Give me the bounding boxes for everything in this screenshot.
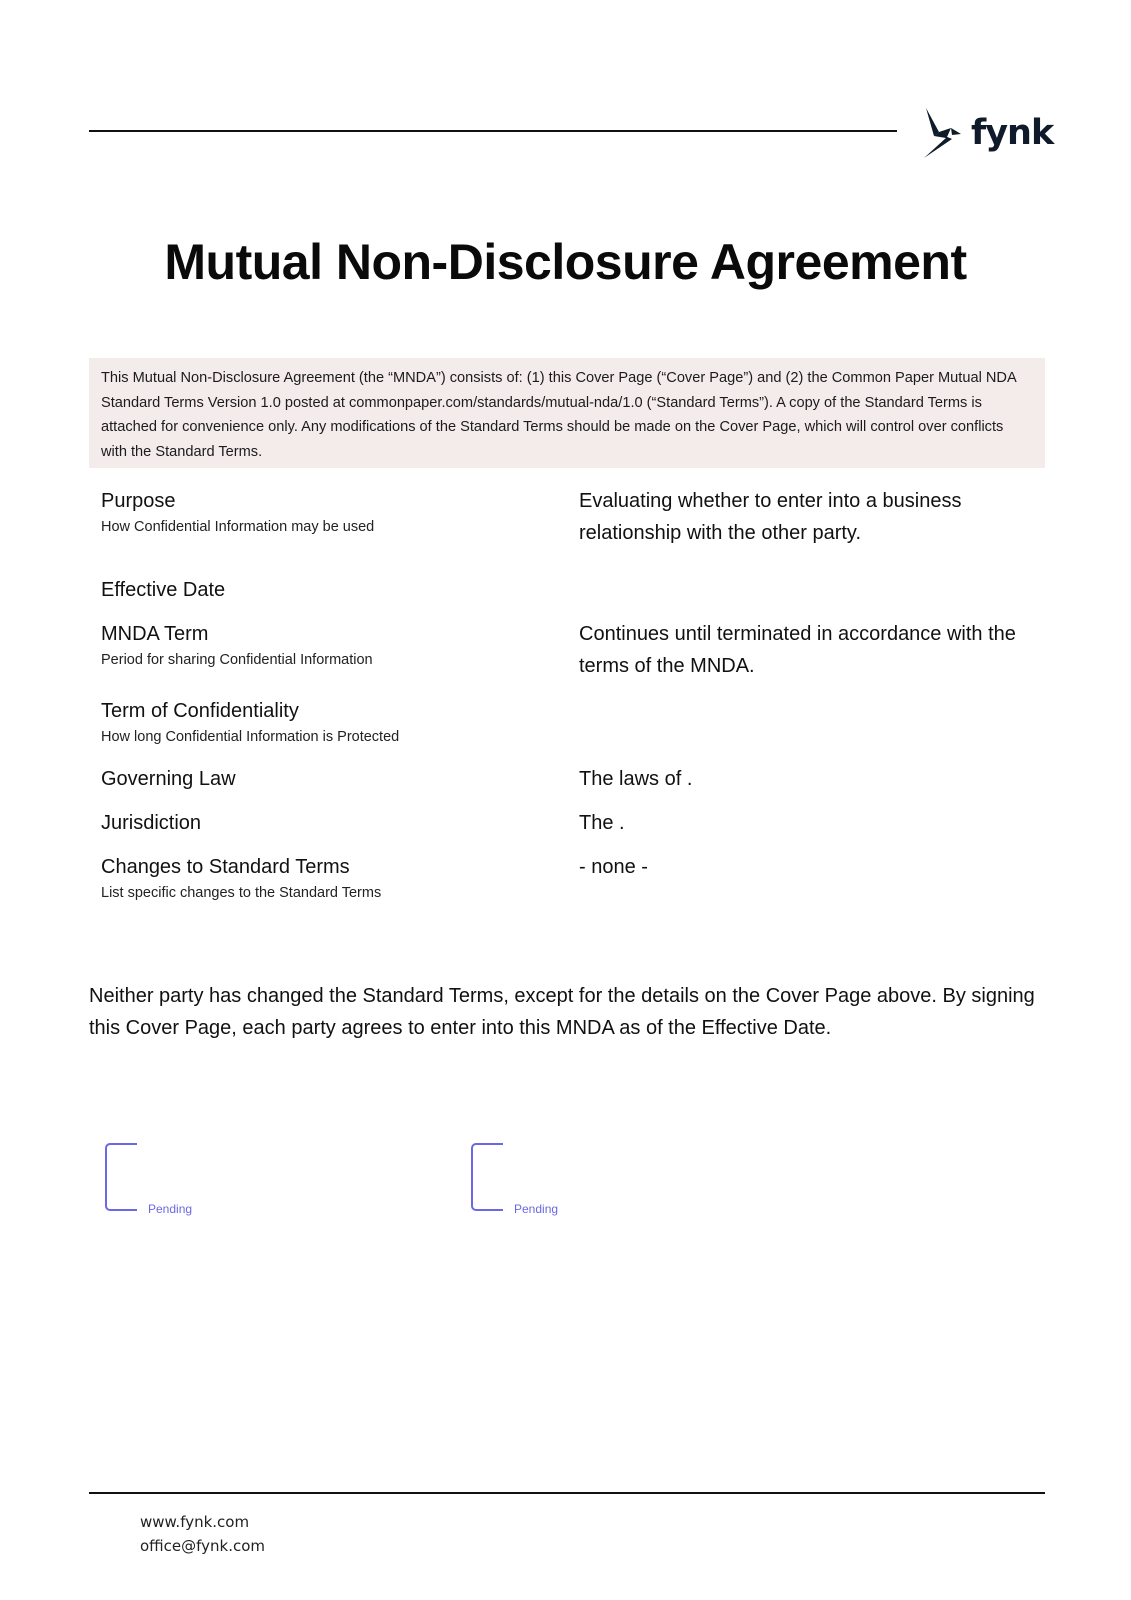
term-label: Governing Law xyxy=(101,768,236,790)
term-row-governing-law xyxy=(101,766,1031,792)
term-label: Jurisdiction xyxy=(101,812,202,834)
term-label: Term of Confidentiality xyxy=(101,700,299,722)
term-help: Period for sharing Confidential Information xyxy=(101,652,373,668)
intro-notice: This Mutual Non-Disclosure Agreement (the “MNDA”) consists of: (1) this Cover Page (“Cover Page”) and (2) the Common Paper Mutual NDA Standard Terms Version 1.0 posted at commonpaper.com/standards/mutual-nda/1.0 (“Standard Terms”). A copy of the Standard Terms is attached for convenience only. Any modifications of the Standard Terms should be made on the Cover Page, which will control over conflicts with the Standard Terms. xyxy=(89,358,1045,468)
logo-wordmark: fynk xyxy=(971,112,1054,153)
term-help: How long Confidential Information is Protected xyxy=(101,729,400,745)
term-value: The laws of . xyxy=(579,768,693,790)
signature-bracket xyxy=(471,1143,503,1211)
term-row-jurisdiction xyxy=(101,810,1031,836)
term-help: List specific changes to the Standard Terms xyxy=(101,885,382,901)
closing-statement: Neither party has changed the Standard Terms, except for the details on the Cover Page above. By signing this Cover Page, each party agrees to enter into this MNDA as of the Effective Date. xyxy=(89,985,1035,1039)
term-label: Changes to Standard Terms xyxy=(101,856,350,878)
signature-status: Pending xyxy=(514,1202,559,1216)
term-row-changes-to-standard-terms xyxy=(101,854,1031,903)
term-label: MNDA Term xyxy=(101,623,209,645)
footer-divider xyxy=(89,1492,1045,1494)
term-help: How Confidential Information may be used xyxy=(101,519,375,535)
fynk-logo xyxy=(920,105,1053,161)
header-divider xyxy=(89,130,897,132)
term-label: Purpose xyxy=(101,490,176,512)
term-value: - none - xyxy=(579,856,648,878)
footer-website: www.fynk.com xyxy=(140,1513,250,1531)
term-value: The . xyxy=(579,812,625,834)
term-label: Effective Date xyxy=(101,579,226,601)
signature-field-party-1[interactable] xyxy=(105,1143,225,1218)
signature-status: Pending xyxy=(148,1202,193,1216)
term-value: Evaluating whether to enter into a business relationship with the other party. xyxy=(579,490,962,544)
footer-email: office@fynk.com xyxy=(140,1537,266,1555)
term-row-purpose xyxy=(101,488,1031,544)
signature-bracket xyxy=(105,1143,137,1211)
term-row-term-of-confidentiality xyxy=(101,698,1031,747)
bird-logo-icon xyxy=(920,106,966,160)
term-value: Continues until terminated in accordance with the terms of the MNDA. xyxy=(579,623,1016,677)
signature-field-party-2[interactable] xyxy=(471,1143,591,1218)
term-row-mnda-term xyxy=(101,621,1031,677)
document-title: Mutual Non-Disclosure Agreement xyxy=(164,234,967,290)
term-row-effective-date xyxy=(101,577,1031,603)
